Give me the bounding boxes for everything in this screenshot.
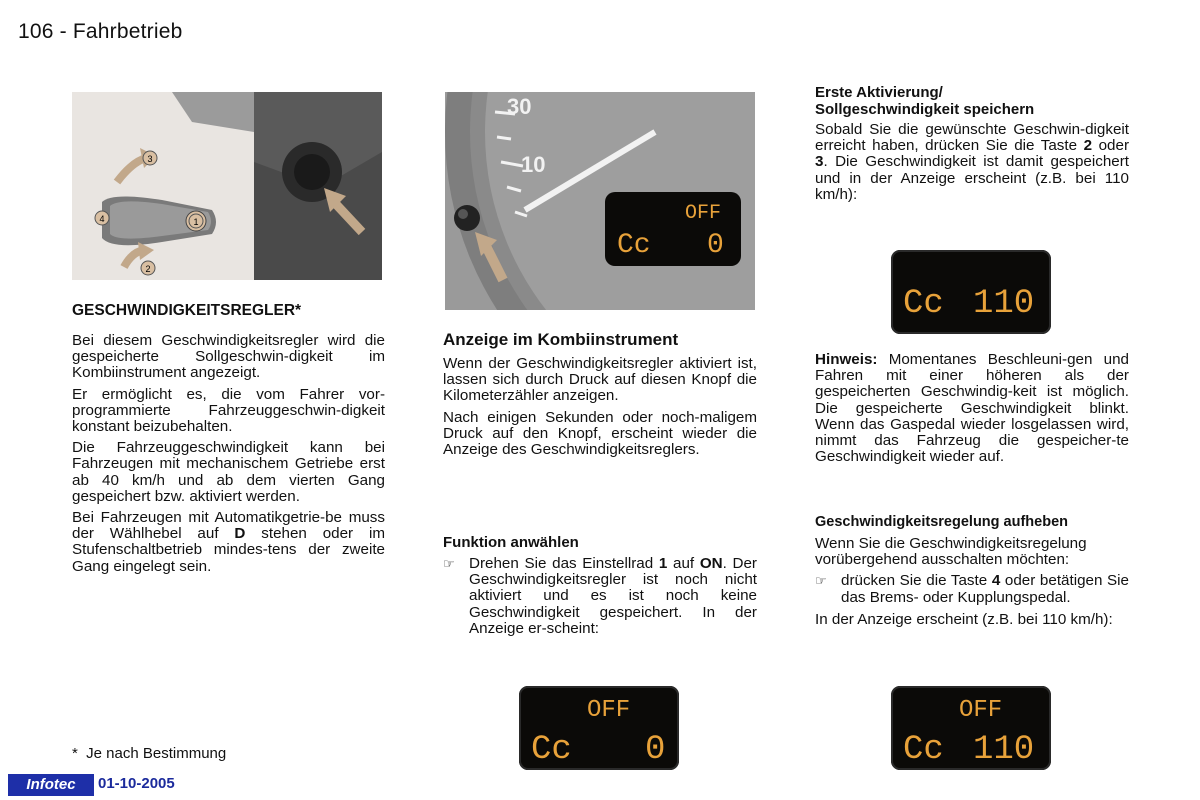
funktion-bullet [443,556,757,637]
funktion-bullet-text [469,556,757,637]
left-p4-a: Bei Fahrzeugen mit Automatikgetrie-be muss der Wählhebel auf [72,509,385,543]
akt-text-e: . Die Geschwindigkeit ist damit gespeichert und in der Anzeige erscheint (z.B. bei 110 km/h): [815,153,1129,203]
gauge-lcd-speed: 0 [707,230,724,261]
footer-date: 01-10-2005 [98,775,175,792]
figure-label-3: 3 [147,154,153,164]
figure-label-4: 4 [99,214,105,224]
left-paragraph-4 [72,510,385,575]
aktivierung-body [815,122,1129,208]
middle-paragraph-2: Nach einigen Sekunden oder noch-maligem Druck auf den Knopf, erscheint wieder die Anzeige des Geschwindigkeitsreglers. [443,408,757,459]
hinweis-label: Hinweis: [815,351,878,368]
aktivierung-paragraph [815,122,1129,203]
left-paragraph-3: Die Fahrzeuggeschwindigkeit kann bei Fahrzeugen mit mechanischem Getriebe erst ab 40 km/h und ab dem vierten Gang gespeichert bzw. aktiviert werden. [72,439,385,505]
kombiinstrument-heading: Anzeige im Kombiinstrument [443,330,679,349]
aktivierung-heading-line2: Sollgeschwindigkeit speichern [815,101,1035,118]
akt-text-c: oder [1092,137,1129,155]
lcd-cc-text: Cc [903,285,944,323]
aufheben-heading: Geschwindigkeitsregelung aufheben [815,514,1068,530]
lcd-display-110 [891,250,1051,334]
stalk-figure [72,92,382,280]
gauge-lcd-off: OFF [685,202,722,225]
hinweis-body [815,352,1129,470]
lcd-speed-text: 110 [973,285,1035,323]
lcd-display-off-0 [519,686,679,770]
hinweis-paragraph [815,352,1129,465]
aufheben-key-4: 4 [991,572,1001,590]
figure-label-1: 1 [193,217,199,227]
gauge-label-10: 10 [521,152,546,177]
left-paragraph-1: Bei diesem Geschwindigkeitsregler wird die gespeicherte Sollgeschwin-digkeit im Kombiinstrument angezeigt. [72,332,385,382]
aufheben-body [815,536,1129,633]
aufheben-final: In der Anzeige erscheint (z.B. bei 110 km/h): [815,610,1113,628]
funktion-text-on: ON [699,555,723,572]
akt-key-3: 3 [815,153,824,171]
cruise-control-stalk-illustration [72,92,382,280]
hand-pointer-icon: ☞ [443,556,455,571]
lcd-speed-text: 110 [973,731,1035,769]
lcd-cc-text: Cc [531,731,572,769]
hand-pointer-icon: ☞ [815,573,827,589]
akt-text-a: Sobald Sie die gewünschte Geschwin-digkeit erreicht haben, drücken Sie die Taste [815,121,1129,155]
lcd-off-text: OFF [959,697,1003,724]
gauge-figure [445,92,755,310]
funktion-heading: Funktion anwählen [443,534,579,551]
funktion-text-e: . Der Geschwindigkeitsregler ist noch nicht aktiviert und es ist noch keine Geschwindigkeit gespeichert. In der Anzeige er-scheint: [469,555,757,637]
left-p4-c: stehen oder im Stufenschaltbetrieb mindes-tens der zweite Gang eingelegt sein. [72,525,385,575]
funktion-text-wheel: 1 [658,555,668,572]
funktion-text-a: Drehen Sie das Einstellrad [469,555,659,572]
gauge-lcd-cc: Cc [617,230,651,261]
aufheben-paragraph: Wenn Sie die Geschwindigkeitsregelung vorübergehend ausschalten möchten: [815,535,1087,569]
left-p4-gear: D [234,525,246,543]
gauge-label-30: 30 [507,94,532,119]
middle-body [443,356,757,463]
lcd-display-off-110 [891,686,1051,770]
lcd-speed-text: 0 [645,731,666,769]
aufheben-bullet [815,573,1129,605]
hinweis-text: Momentanes Beschleuni-gen und Fahren mit einer höheren als der gespeicherten Geschwindig-keit ist möglich. Die gespeicherte Geschwindigkeit blinkt. Wenn das Gaspedal wieder losgelassen wird, nimmt das Fahrzeug die gespeicher-te Geschwindigkeit wieder auf. [815,351,1129,466]
section-title: GESCHWINDIGKEITSREGLER* [72,302,302,319]
funktion-text-c: auf [667,555,700,572]
figure-label-2: 2 [145,264,151,274]
aufheben-text-a: drücken Sie die Taste [841,572,992,590]
aufheben-bullet-text [841,573,1129,605]
instrument-cluster-illustration [445,92,755,310]
page-header: 106 - Fahrbetrieb [18,20,183,43]
lcd-cc-text: Cc [903,731,944,769]
left-body [72,333,385,580]
aufheben-text-c: oder betätigen Sie das Brems- oder Kupplungspedal. [841,572,1130,606]
lcd-off-text: OFF [587,697,631,724]
middle-paragraph-1: Wenn der Geschwindigkeitsregler aktiviert ist, lassen sich durch Druck auf diesen Knopf die Kilometerzähler anzeigen. [443,355,757,405]
aktivierung-heading [815,84,1034,118]
infotec-logo: Infotec [8,774,94,796]
akt-key-2: 2 [1083,137,1093,155]
left-paragraph-2: Er ermöglicht es, die vom Fahrer vor-programmierte Fahrzeuggeschwin-digkeit konstant beizubehalten. [72,385,385,436]
footnote: * Je nach Bestimmung [72,745,227,762]
aktivierung-heading-line1: Erste Aktivierung/ [815,84,943,101]
